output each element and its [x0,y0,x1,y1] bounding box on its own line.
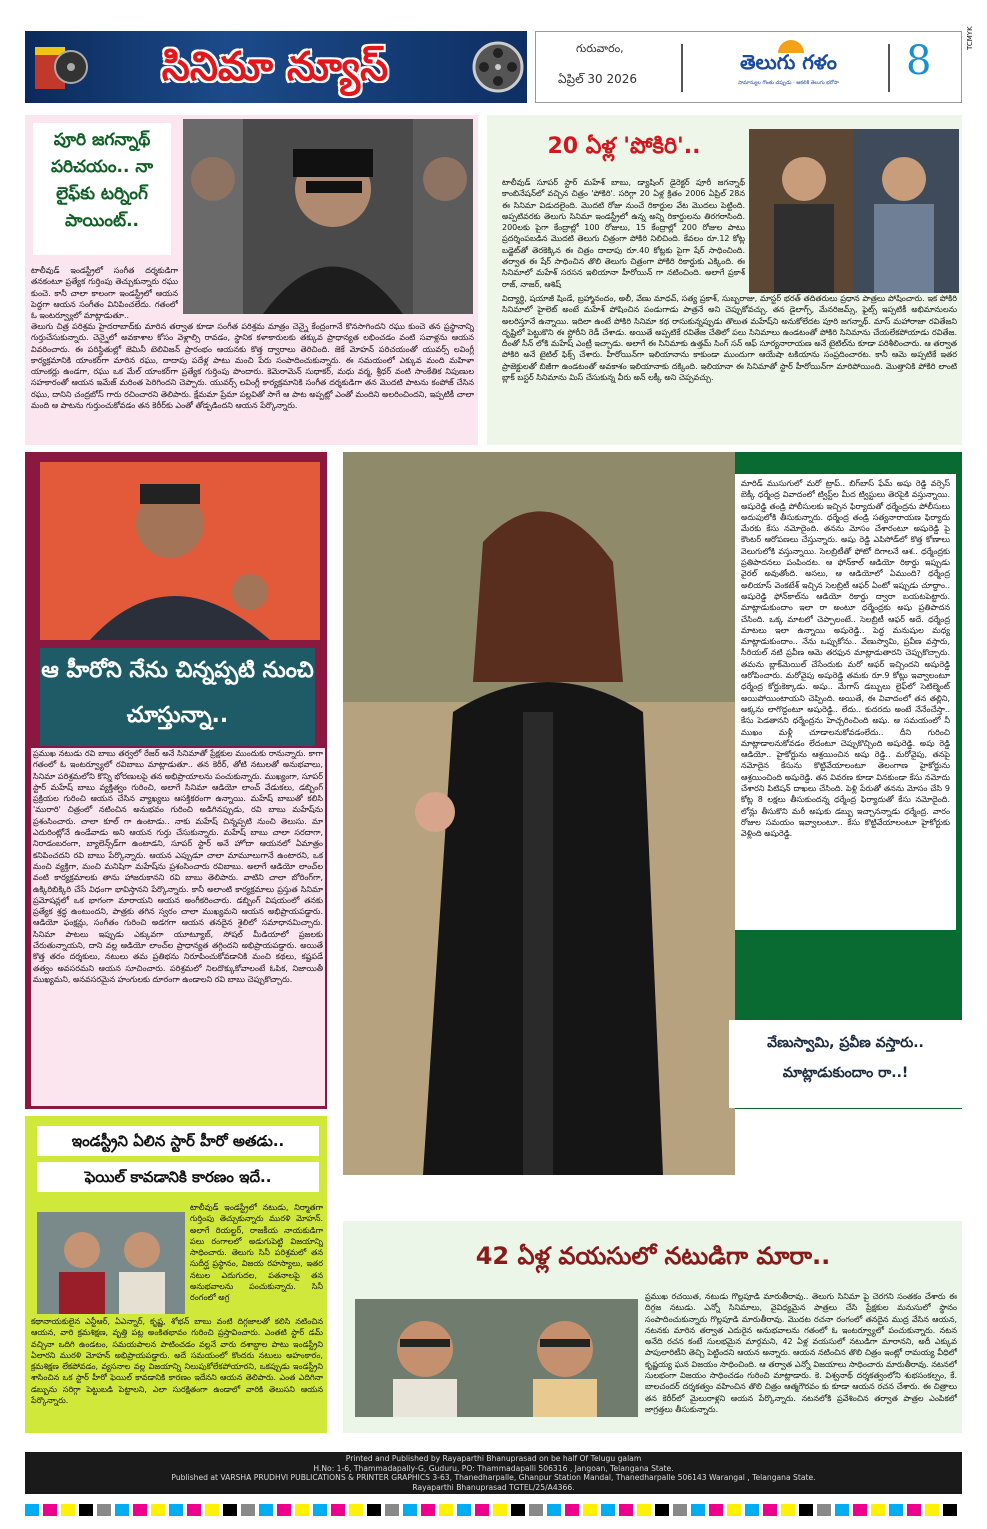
story-photo [343,452,735,1175]
story-murali-mohan [25,1116,327,1433]
story-body: టాలీవుడ్ సూపర్ స్టార్ మహేశ్ బాబు, డ్యాషింగ్ డైరెక్టర్ పూరీ జగన్నాథ్ కాంబినేషన్‌లో వచ్చిన చిత్రం 'పోకిరి'. సరిగ్గా 20 ఏళ్ల క్రితం 2006 ఏప్రిల్ 28న ఈ సినిమా విడుదలైంది. మొదటి రోజు నుంచే రికార్డుల వేట మొదలు పెట్టింది. అప్పటివరకు తెలుగు సినిమా ఇండస్ట్రీలో ఉన్న అన్ని రికార్డులను తిరగరాసింది. 200లకు పైగా కేంద్రాల్లో 100 రోజులు, 15 కేంద్రాల్లో 200 రోజుల పాటు ప్రదర్శింపబడిన మొదటి తెలుగు చిత్రంగా పోకిరి నిలిచింది. కేవలం రూ.12 కోట్ల బడ్జెట్‌తో తెరకెక్కిన ఈ చిత్రం దాదాపు రూ.40 కోట్లకు పైగా షేర్ సాధించింది. తర్వాత ఈ షేర్ సాధించిన తొలి తెలుగు చిత్రంగా పోకిరి రికార్డుకు ఎక్కింది. ఈ సినిమాలో మహేశ్ సరసన ఇలియానా హీరోయిన్ గా నటించింది. అలాగే ప్రకాశ్ రాజ్, నాజర్, ఆశిష్ [502,178,745,289]
story-body: తెలుగు చిత్ర పరిశ్రమ హైదరాబాద్‌కు మారిన తర్వాత కూడా సంగీత పరిశ్రమ మాత్రం చెన్నై కేంద్రంగానే కొనసాగిందని రఘు కుంచె తన ప్రస్థానాన్ని గుర్తుచేసుకున్నారు. చెన్నైలో అవకాశాల కోసం వెళ్లాల్సి రావడం, స్థానిక కళాకారులకు తక్కువ ప్రాధాన్యత లభించడం వంటి సవాళ్లను ఆయన వివరించారు. ఈ పరిస్థితుల్లో జెమినీ టెలివిజన్ ప్రారంభం ఆయనకు కొత్త ద్వారాలు తెరిచింది. జెకే మోహన్ పరిచయంతో యువర్స్ లవింగ్లీ కార్యక్రమానికి యాంకర్‌గా మారిన రఘు, దాదాపు పదేళ్ల పాటు మంచి పేరు సంపాదించుకున్నారు. ఈ సమయంలో ఎక్కువ మంది మహిళా యాంకర్లు ఉండగా, రఘు ఒక మేల్ యాంకర్‌గా ప్రత్యేక గుర్తింపు పొందారు. కెమెరామెన్ సుధాకర్, మధు వర్మ, శ్రీధర్ వంటి సాంకేతిక నిపుణుల సహకారంతో ఆయన ఇమేజ్ మరింత పెరిగిందని చెప్పారు. యువర్స్ లవింగ్లీ కార్యక్రమానికి సంగీత దర్శకుడిగా తన మొదటి పాటను కంపోజ్ చేసిన రఘు, దానిని చంద్రబోస్ గారు రచించారని తెలిపారు. క్షేమమా ప్రేమా పల్లవితో సాగే ఆ పాట అప్పట్లో ఎంతో మందిని అలరించిందని, ఇప్పటికీ చాలా మంది ఆ పాటను గుర్తుంచుకోవడం తన కెరీర్‌కు ఎంతో తోడ్పడిందని ఆయన పేర్కొన్నారు. [31,322,474,411]
story-headline: వేణుస్వామి, ప్రవీణ వస్తారు.. మాట్లాడుకుందాం రా..! [729,1020,962,1108]
imprint-line: Printed and Published by Rayaparthi Bhanuprasad on be half Of Telugu galam [345,1454,642,1463]
color-swatch [907,1504,921,1516]
color-swatch [313,1504,327,1516]
color-swatch [943,1504,957,1516]
divider [681,44,683,92]
paper-tagline: సామాన్యుల గొంతు చప్పుడు · ఆకలికి తెలుగు భరోసా [738,80,839,86]
color-swatch [133,1504,147,1516]
story-gollapudi [343,1221,962,1433]
color-swatch [259,1504,273,1516]
color-swatch [745,1504,759,1516]
imprint-line: Published at VARSHA PRUDHVI PUBLICATIONS & PRINTER GRAPHICS 3-63, Thanedharpalle, Ghanpur Station Mandal, Thanedharpalle 506143 Warangal , Telangana State. [171,1473,816,1483]
color-swatch [97,1504,111,1516]
color-swatch [115,1504,129,1516]
story-headline: పూరి జగన్నాథ్ పరిచయం.. నా లైఫ్‌కు టర్నింగ్ పాయింట్.. [33,123,171,255]
color-swatch [205,1504,219,1516]
color-swatch [475,1504,489,1516]
story-ashu-reddy [343,452,962,1109]
story-subheadline: ఫెయిల్ కావడానికి కారణం ఇదే.. [37,1162,319,1192]
story-body: విద్యార్థి, షయాజీ షిండే, బ్రహ్మానందం, అలీ, వేణు మాధవ్, సత్య ప్రకాశ్, సుబ్బరాజు, మాస్టర్ భరత్ తదితరులు ప్రధాన పాత్రలు పోషించారు. ఇక పోకిరి సినిమాలో హైలెట్ అంటే మహేశ్ పోషించిన పండుగాడు పాత్రనే అని చెప్పుకోవచ్చు. తన డైలాగ్స్, మేనరిజమ్స్, ఫైట్స్ ఇప్పటికీ అభిమానులను అలరిస్తూనే ఉన్నాయి. ఇదిలా ఉంటే పోకిరి సినిమా కథ రాసుకున్నప్పుడు తొలుత మహేష్‌ని అనుకోలేదట పూరి జగన్నాథ్. మాస్ మహారాజా రవితేజని దృష్టిలో పెట్టుకొని ఈ స్టోరీని రెడీ చేశాడు. అయితే అప్పటికే రవితేజ చేతిలో పలు సినిమాలు ఉండటంతో పోకిరి సినిమాను చేయలేకపోయాడు రవితేజ. దీంతో సీన్ లోకి మహేష్ ఎంట్రీ ఇచ్చాడు. అలాగే ఈ సినిమాకు ఉత్తమ్ సింగ్ సన్ ఆఫ్ సూర్యనారాయణ అనే టైటిల్‌ను కూడా పరిశీలించారు. ఆ తర్వాత పోకిరి అనే టైటిల్ ఫిక్స్ చేశారు. హీరోయిన్‌గా ఇలియానాను కాకుండా ముందుగా ఆయేషా టకియాను సంప్రదించారట. కానీ ఆమె అప్పటికే ఇతర ప్రాజెక్టులతో బిజీగా ఉండటంతో అవకాశం ఇలియానాకు దక్కింది. ఇలియానా ఈ సినిమాతో స్టార్ హీరోయిన్‌గా మారిపోయింది. మొత్తానికి పోకిరి లాంటి బ్లాక్ బస్టర్ సినిమాను మిస్ చేసుకున్న వీరు అన్ లక్కీ అని చెప్పవచ్చు. [502,294,957,383]
imprint-line: Rayaparthi Bhanuprasad TGTEL/25/A4366. [412,1483,575,1493]
color-swatch [853,1504,867,1516]
color-swatch [817,1504,831,1516]
color-swatch [403,1504,417,1516]
color-swatch [349,1504,363,1516]
color-swatch [673,1504,687,1516]
color-swatch [385,1504,399,1516]
story-body: కథానాయకులైన ఎన్టీఆర్, ఏఎన్నార్, కృష్ణ, శోభన్ బాబు వంటి దిగ్గజాలతో కలిసి నటించిన ఆయన, వారి క్రమశిక్షణ, వృత్తి పట్ల అంకితభావం గురించి ప్రస్తావించారు. ఎంతటి స్టార్ డమ్ వచ్చినా ఒదిగి ఉండటం, సమయపాలన పాటించడం వల్లనే వారు దశాబ్దాల పాటు ఇండస్ట్రీని ఏలారని మురళి మోహన్ అభిప్రాయపడ్డారు. అదే సమయంలో కొందరు నటులు అహంకారం, క్రమశిక్షణ లేకపోవడం, వ్యసనాల వల్ల విజయాన్ని నిలుపుకోలేకపోయారని, ఒకప్పుడు ఇండస్ట్రీని శాసించిన ఒక స్టార్ హీరో ఫెయిల్ కావడానికి కారణం ఇదేనని ఆయన తెలిపారు. ఎంత ఎదిగినా డబ్బును సరిగ్గా పెట్టుబడి పెట్టాలని, ఎలా సురక్షితంగా ఉండాలో వారికి తెలుసని ఆయన పేర్కొన్నారు. [31,1317,323,1406]
color-swatch [187,1504,201,1516]
paper-masthead [535,31,962,103]
color-swatch [637,1504,651,1516]
story-photo [355,1299,638,1417]
color-registration-bar [25,1500,962,1520]
color-swatch [367,1504,381,1516]
page-number: 8 [906,38,932,84]
story-headline: 42 ఏళ్ల వయసులో నటుడిగా మారా.. [475,1242,831,1270]
story-headline: ఇండస్ట్రీని ఏలిన స్టార్ హీరో అతడు.. [37,1126,319,1156]
story-pokiri [487,115,962,445]
color-swatch [169,1504,183,1516]
color-swatch [223,1504,237,1516]
color-swatch [511,1504,525,1516]
color-swatch [835,1504,849,1516]
color-swatch [421,1504,435,1516]
color-swatch [277,1504,291,1516]
color-swatch [565,1504,579,1516]
story-photo [183,119,473,314]
color-swatch [61,1504,75,1516]
story-body: మారిడ్ ముసుగులో మరో ట్రాప్.. బిగ్‌బాస్ ఫేమ్ అషు రెడ్డి వర్సెస్ బెక్కీ ధర్మేంద్ర వివాదంలో ట్విస్ట్‌ల మీద ట్విస్టులు తెరపైకి వస్తున్నాయి. అషురెడ్డి తండ్రి పోలీసులకు ఇచ్చిన ఫిర్యాదుతో ధర్మేంద్రను పోలీసులు అదుపులోకి తీసుకున్నారు. ధర్మేంద్ర తండ్రి సత్యనారాయణ ఫిర్యాదు మేరకు కేసు నమోదైంది. తనను మోసం చేశారంటూ అషురెడ్డి పై కౌంటర్ ఆరోపణలు చేస్తున్నారు. అషు రెడ్డి ఎపిసోడ్‌లో కొత్త కోణాలు వెలుగులోకి వస్తున్నాయి. సెలబ్రిటీతో ఫోటో దిగాలనే ఆశ.. ధర్మేంద్రకు ప్రతిపాదనలు పంపిందట. ఆ ఫోన్‌కాల్ ఆడియో రికార్డు ఇప్పుడు వైరల్ అవుతోంది. అసలు, ఆ ఆడియోలో ఏముంది? ధర్మేంద్ర అలియాస్ వెంకటేశ్ ఇచ్చిన సెలబ్రిటీ ఆఫర్ ఏంటో ఇప్పుడు చూద్దాం.. అషురెడ్డి ఫోన్‌కాల్‌ను ఆడియో రికార్డు ద్వారా బయటపెట్టారు. మాట్లాడుకుందాం ఇలా రా అంటూ ధర్మేంద్రకు అషు ప్రతిపాదన చేసింది. ఒక్క మాటలో చెప్పాలంటే.. సెలబ్రిటీ ఆఫర్ అదే. ధర్మేంద్ర మాటలు ఇలా ఉన్నాయి అషురెడ్డి.. పెద్ద మనుషుల మధ్య మాట్లాడుకుందాం.. నేను ఒప్పుకోను.. వేణుస్వామి, ప్రవీణ వస్తారు, సీరియల్ నటి ప్రవీణ ఆమె తరఫున మాట్లాడుతారని చెప్పుకొచ్చారు. తమను బ్లాక్‌మెయిల్ చేసేందుకు మరో ఆఫర్ ఇచ్చిందని అషురెడ్డి ఆరోపించారు. మరోవైపు అషురెడ్డి తమకు రూ.9 కోట్లు ఇవ్వాలంటూ ధర్మేంద్ర కోర్టుకెక్కాడు. అషు.. మేగాస్ డబ్బులు లైఫ్‌లో సెటిల్మెంట్ అయిపోయింటాయని చెప్పింది. అయితే, ఈ వివాదంలో తన తల్లిని, అక్కను లాగొద్దంటూ అషురెడ్డి.. లేదు.. కుదరదు అంటే నేనేంచేస్తా.. కేసు పెడతానని ధర్మేంద్రను హెచ్చరించింది అషు. ఆ సమయంలో నీ ముఖం మళ్లీ చూడాలనుకోవడంలేదు.. దీని గురించి మాట్లాడాలనుకోవడం లేదంటూ చెప్పుకొచ్చింది అషురెడ్డి. అషు రెడ్డి ఆడియో.. హైకోర్టును ఆశ్రయించిన అషు రెడ్డి.. మరోవైపు, తనపై నమోదైన కేసును కొట్టివేయాలంటూ తెలంగాణ హైకోర్టును ఆశ్రయించింది అషురెడ్డి. తన వివరణ కూడా వినకుండా కేసు నమోదు చేశారని పిటిషన్ దాఖలు చేసింది. పెళ్లి పేరుతో తనను మోసం చేసి 9 కోట్ల 8 లక్షలు తీసుకుందన్న ధర్మేంద్ర ఫిర్యాదుతో కేసు నమోదైంది. లోన్లు తీసుకొని మరీ అషుకు డబ్బు ఇచ్చానన్నాడు ధర్మేంద్ర. వారం రోజుల సమయం ఇవ్వాలంటూ.. కేసు కొట్టివేయాలంటూ హైకోర్టుకు వెళ్లింది అషురెడ్డి. [735,474,956,930]
color-swatch [655,1504,669,1516]
story-photo [40,462,320,640]
story-body: ప్రముఖ నటుడు రవి బాబు తర్వలో రేజర్ అనే సినిమాతో ప్రేక్షకుల ముందుకు రానున్నారు. కాగా గతంలో ఓ ఇంటర్వ్యూలో రవిబాబు మాట్లాడుతూ.. తన కెరీర్, తోటి నటులతో అనుభవాలు, సినిమా పరిశ్రమలోని కొన్ని భోరణులపై తన అభిప్రాయాలను పంచుకున్నారు. ముఖ్యంగా, సూపర్ స్టార్ మహేష్ బాబు వ్యక్తిత్వం గురించి, అలాగే సినిమా ఆడియో లాంచ్ వేడుకలు, డబ్బింగ్ ప్రక్రియల గురించి ఆయన చేసిన వ్యాఖ్యలు ఆసక్తికరంగా ఉన్నాయి. మహేష్ బాబుతో కలిసి 'మురారి' చిత్రంలో నటించిన అనుభవం గురించి అడిగినప్పుడు, రవి బాబు మహేష్‌ను ప్రశంసించారు. చాలా కూల్ గా ఉంటాడు.. నాకు మహేష్ చిన్నప్పటి నుంచి తెలుసు. మా ఎదురింట్లోనే ఉండేవాడు అని ఆయన గుర్తు చేసుకున్నారు. మహేష్ బాబు చాలా సరదాగా, నిరాడంబరంగా, బ్యాలెన్స్‌డ్‌గా ఉంటాడని, సూపర్ స్టార్ అనే హోదా ఆయనలో ఏమాత్రం కనిపించదని రవి బాబు పేర్కొన్నారు. ఆయన ఎప్పుడూ చాలా మామూలుగానే ఉంటారని, ఒక మంచి వ్యక్తిగా, మంచి మనిషిగా మహేష్‌ను ప్రశంసించారు రవిబాబు. అలాగే ఆడియో లాంచ్‌ల వంటి కార్యక్రమాలకు తాను హాజరుకానని రవి బాబు తెలిపారు. వాటిని చాలా బోరింగ్‌గా, ఉక్కిరిబిక్కిరి చేసే విధంగా భావిస్తానని పేర్కొన్నారు. కానీ అలాంటి కార్యక్రమాలు ప్రస్తుత సినిమా ప్రమోషన్లలో ఒక భాగంగా మారాయని ఆయన అంగీకరించారు. డబ్బింగ్ విషయంలో తనకు ప్రత్యేక శ్రద్ధ ఉంటుందని, పాత్రకు తగిన స్వరం చాలా ముఖ్యమని ఆయన అభిప్రాయపడ్డారు. ఆడియో ఫంక్షన్లు, సంగీతం గురించి అడగగా ఆయన తనదైన శైలిలో సమాధానమిచ్చారు. సినిమా పాటలు ఇప్పుడు ఎక్కువగా యూట్యూబ్, సోషల్ మీడియాలో ప్రజలకు చేరుతున్నాయని, దాని వల్ల ఆడియో లాంచ్‌ల ప్రాధాన్యత తగ్గిందని అభిప్రాయపడ్డారు. అయితే కొత్త తరం దర్శకులు, నటులు తమ ప్రతిభను నిరూపించుకోవడానికి మంచి కథలు, కష్టపడే తత్వం అవసరమని ఆయన సూచించారు. పరిశ్రమలో నిలదొక్కుకోవాలంటే ఓపిక, నిజాయితీ ముఖ్యమని, అనవసరమైన హంగులకు దూరంగా ఉండాలని రవి బాబు చెప్పుకొచ్చారు. [31,748,325,1106]
color-swatch [691,1504,705,1516]
color-swatch [25,1504,39,1516]
color-swatch [151,1504,165,1516]
story-body: టాలీవుడ్ ఇండస్ట్రీలో సంగీత దర్శకుడిగా తనకంటూ ప్రత్యేక గుర్తింపు తెచ్చుకున్నారు రఘు కుంచె. కానీ చాలా కాలంగా ఇండస్ట్రీలో ఆయన పెద్దగా ఆయన సంగీతం వినిపించలేదు. గతంలో ఓ ఇంటర్వ్యూలో మాట్లాడుతూ.. [31,266,178,321]
color-swatch [241,1504,255,1516]
section-masthead [25,31,527,103]
color-swatch [889,1504,903,1516]
color-swatch [331,1504,345,1516]
story-ravi-babu [25,452,327,1109]
color-swatch [583,1504,597,1516]
issue-date: ఏప్రిల్ 30 2026 [558,72,638,86]
issue-day: గురువారం, [576,42,624,55]
paper-name: తెలుగు గళం [740,50,837,74]
film-reel-icon [31,37,91,97]
story-headline: ఆ హీరోని నేను చిన్నప్పటి నుంచి చూస్తున్నా.. [40,648,315,746]
color-swatch [781,1504,795,1516]
story-body: టాలీవుడ్ ఇండస్ట్రీలో నటుడు, నిర్మాతగా గుర్తింపు తెచ్చుకున్నారు మురళి మోహన్. అలాగే రియల్టర్, రాజకీయ నాయకుడిగా పలు రంగాలలో అడుగుపెట్టి విజయాన్ని సాధించారు. తెలుగు సినీ పరిశ్రమలో తన సుదీర్ఘ ప్రస్థానం, విజయ రహస్యాలు, ఇతర నటుల ఎదుగుదల, పతనాలపై తన అనుభవాలను పంచుకున్నారు. సినీ రంగంలో అగ్ర [190,1203,323,1303]
color-swatch [547,1504,561,1516]
color-swatch [601,1504,615,1516]
color-swatch [43,1504,57,1516]
color-swatch [295,1504,309,1516]
color-swatch [439,1504,453,1516]
section-title: సినిమా న్యూస్ [161,44,389,90]
paper-logo [721,46,856,92]
story-photo [749,129,959,293]
imprint-line: H.No: 1-6, Thammadapally-G, Guduru, PO: Thammadapalli 506316 , Jangoan, Telangana State. [313,1463,674,1473]
color-swatch [529,1504,543,1516]
story-photo [37,1212,185,1314]
color-swatch [619,1504,633,1516]
film-reel-icon [470,39,526,95]
color-swatch [763,1504,777,1516]
color-swatch [79,1504,93,1516]
story-puri-jagannath [25,115,478,445]
imprint-footer [25,1452,962,1494]
story-headline: 20 ఏళ్ల 'పోకిరి'.. [547,134,701,159]
color-swatch [799,1504,813,1516]
story-body: ప్రముఖ రచయిత, నటుడు గొల్లపూడి మారుతీరావు.. తెలుగు సినిమా పై చెరగని సంతకం చేశారు ఈ దిగ్గజ నటుడు. ఎన్నో సినిమాలు, వైవిధ్యమైన పాత్రలు చేసి ప్రేక్షకుల మనుసులో స్థానం సంపాదించుకున్నారు గొల్లపూడి మారుతీరావు. మొదట రచనా రంగంలో తనదైన ముద్ర వేసిన ఆయన, నటనకు మారిన తర్వాత ఎదురైన అనుభవాలను గతంలో ఓ ఇంటర్వ్యూలో పంచుకున్నారు. నటన అనేది రచన కంటే సులభమైన మార్గమని, 42 ఏళ్ల వయసులో నటుడిగా మారానని, అదీ ఎక్కువ పాపులారిటీని తెచ్చి పెట్టిందని ఆయన అన్నారు. ఆయన నటించిన తొలి చిత్రం ఇంట్లో రామయ్య వీధిలో కృష్ణయ్య ఘన విజయం సాధించింది. ఆ తర్వాత ఎన్నో విజయాలు సాధించారు మారుతీరావు. నటనలో సులభంగా విజయం సాధించడం గురించి మాట్లాడారు. కె. విశ్వనాథ్ దర్శకత్వంలోని శుభసంకల్పం, కే. బాలచందర్ దర్శకత్వం వహించిన తొలి చిత్రం ఆత్మగౌరవం కు కూడా ఆయన రచన చేశారు. ఈ చిత్రాలు తన కెరీర్‌లో మైలురాళ్లని ఆయన పేర్కొన్నారు. నటనలోకి ప్రవేశించిన తర్వాత పాత్రల ఎంపికలో జాగ్రత్తలు తీసుకున్నారు. [645,1292,957,1414]
color-swatch [727,1504,741,1516]
color-swatch [709,1504,723,1516]
color-swatch [925,1504,939,1516]
color-swatch [457,1504,471,1516]
printer-mark: TCMYK [966,26,974,50]
color-swatch [493,1504,507,1516]
divider [888,44,890,92]
color-swatch [871,1504,885,1516]
